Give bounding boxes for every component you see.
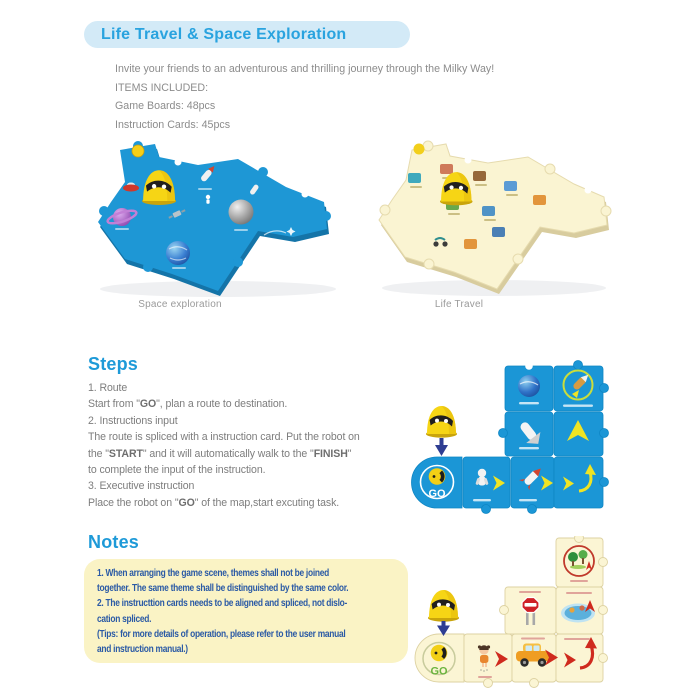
steps-text-line: 3. Executive instruction: [88, 480, 195, 493]
notes-heading: Notes: [88, 532, 140, 552]
intro-text-line: Instruction Cards: 45pcs: [115, 118, 231, 131]
earth-icon: [166, 241, 190, 265]
caption-life-travel: Life Travel: [434, 299, 484, 310]
intro-text: [115, 60, 506, 134]
steps-text-line: to complete the input of the instruction.: [88, 464, 266, 477]
sun-icon: [414, 144, 425, 155]
steps-text-line: 2. Instructions input: [88, 414, 178, 427]
title-banner: [84, 21, 410, 48]
steps-heading: Steps: [88, 354, 139, 374]
notes-text-line: 2. The instructtion cards needs to be aligned and spliced, not dislo-: [97, 597, 347, 610]
robot: [428, 590, 459, 636]
notes-text-line: and instruction manual.): [97, 643, 188, 656]
hero-image-life: [342, 140, 652, 305]
space-board: [98, 141, 336, 297]
steps-text-line: The route is spliced with a instruction card. Put the robot on: [88, 431, 360, 444]
intro-text-line: Game Boards: 48pcs: [115, 100, 216, 112]
steps-text-line: the "START" and it will automatically walk to the "FINISH": [88, 447, 352, 460]
steps-diagram: [403, 360, 623, 520]
steps-text: [88, 380, 371, 511]
intro-text-line: ITEMS INCLUDED:: [115, 81, 209, 94]
page-title: Life Travel & Space Exploration: [101, 25, 347, 43]
go-label: GO: [428, 488, 446, 500]
notes-text-line: together. The same theme shall be distinguished by the same color.: [97, 582, 349, 595]
hero-image-space: [58, 140, 368, 305]
go-label: GO: [430, 665, 448, 678]
steps-text-line: Place the robot on "GO" of the map,start excuting task.: [88, 496, 340, 509]
notes-box: [84, 559, 408, 663]
down-arrow-icon: [435, 438, 448, 456]
notes-text-line: (Tips: for more details of operation, please refer to the user manual: [97, 627, 346, 640]
steps-text-line: 1. Route: [88, 382, 128, 394]
steps-text-line: Start from "GO", plan a route to destination.: [88, 398, 288, 411]
notes-text-line: 1. When arranging the game scene, themes shall not be joined: [97, 567, 329, 579]
intro-text-line: Invite your friends to an adventurous and thrilling journey through the Milky Way!: [115, 63, 495, 75]
life-board: [379, 141, 611, 296]
moon-icon: [229, 200, 254, 225]
notes-diagram: [405, 536, 625, 700]
caption-space-exploration: Space exploration: [138, 299, 222, 310]
notes-text-line: cation spliced.: [97, 612, 152, 625]
robot: [426, 406, 457, 456]
sun-icon: [132, 145, 144, 157]
